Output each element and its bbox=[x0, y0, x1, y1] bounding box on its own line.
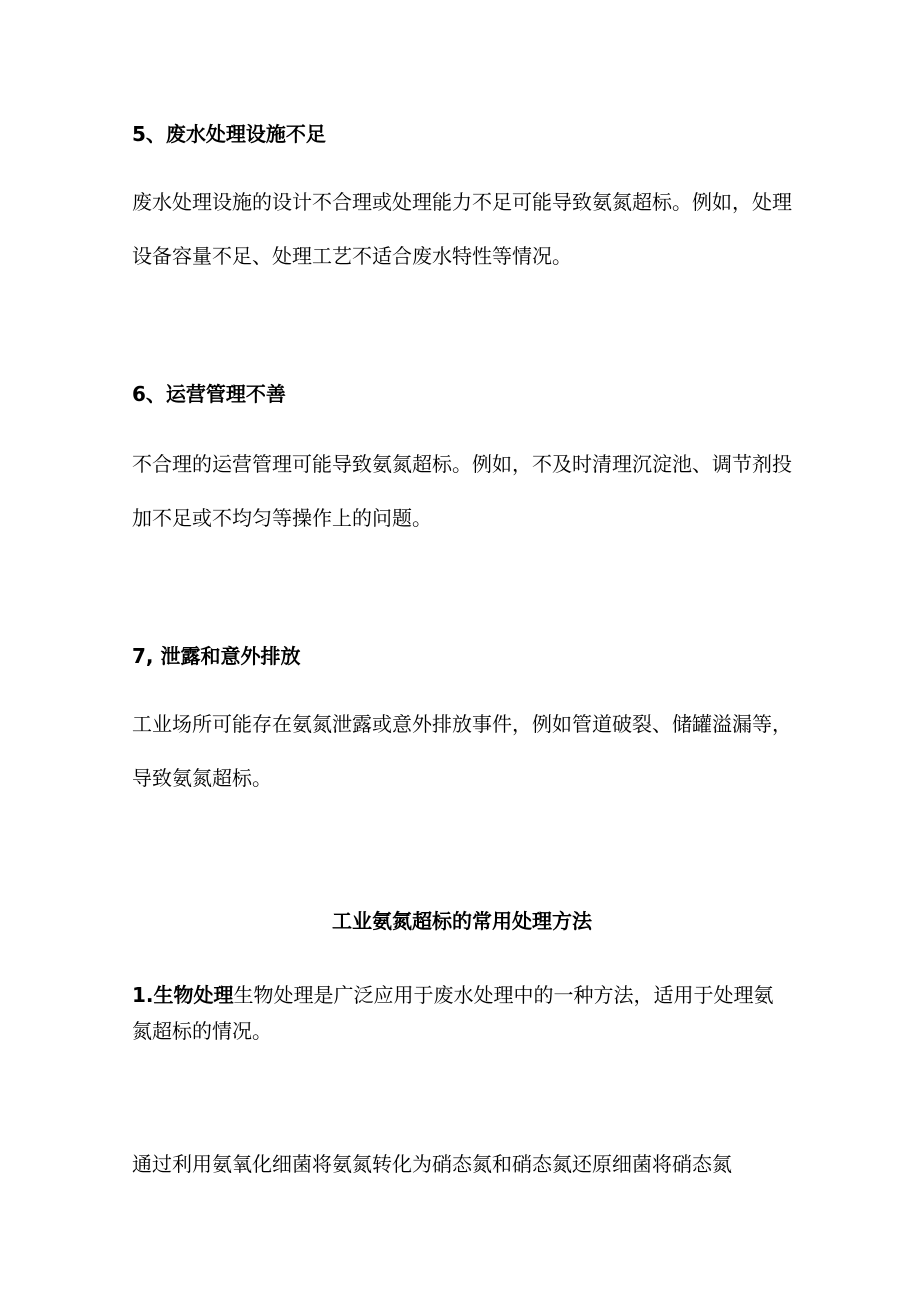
section-6-heading: 6、运营管理不善 bbox=[132, 382, 286, 406]
method-1-detail: 通过利用氨氧化细菌将氨氮转化为硝态氮和硝态氮还原细菌将硝态氮 bbox=[132, 1152, 732, 1176]
section-7-heading: 7, 泄露和意外排放 bbox=[132, 644, 301, 668]
section-7-body: 工业场所可能存在氨氮泄露或意外排放事件，例如管道破裂、储罐溢漏等，导致氨氮超标。 bbox=[132, 712, 792, 790]
section-5-body: 废水处理设施的设计不合理或处理能力不足可能导致氨氮超标。例如，处理设备容量不足、处理工艺不适合废水特性等情况。 bbox=[132, 190, 792, 268]
section-6-body: 不合理的运营管理可能导致氨氮超标。例如，不及时清理沉淀池、调节剂投加不足或不均匀等操作上的问题。 bbox=[132, 452, 792, 530]
method-1-text: 生物处理是广泛应用于废水处理中的一种方法，适用于处理氨氮超标的情况。 bbox=[132, 983, 774, 1043]
methods-title: 工业氨氮超标的常用处理方法 bbox=[332, 909, 592, 933]
method-1-label: 1.生物处理 bbox=[132, 983, 234, 1007]
section-5-heading: 5、废水处理设施不足 bbox=[132, 122, 326, 146]
method-1-paragraph bbox=[132, 977, 792, 1049]
